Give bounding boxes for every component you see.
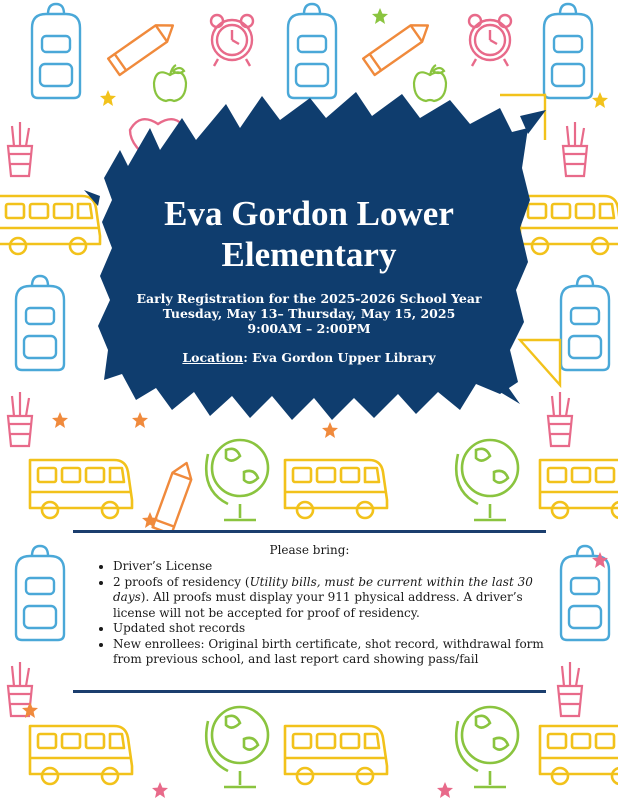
list-item bbox=[113, 621, 553, 637]
list-item-text: Driver’s License bbox=[113, 559, 213, 573]
location-line bbox=[100, 350, 518, 365]
location-label: Location bbox=[182, 350, 244, 365]
registration-details bbox=[100, 291, 518, 365]
list-item-text: Updated shot records bbox=[113, 621, 246, 635]
please-bring-list bbox=[97, 559, 553, 668]
location-value: : Eva Gordon Upper Library bbox=[243, 350, 436, 365]
list-item-italic-note: Utility bills, must be current within the last 30 days bbox=[113, 574, 533, 604]
please-bring-heading: Please bring: bbox=[269, 543, 350, 557]
list-item-text: New enrollees: Original birth certificate, shot record, withdrawal form from previous school, and last report card showing pass/fail bbox=[113, 636, 544, 666]
list-item-suffix: ). All proofs must display your 911 physical address. A driver’s license will not be accepted for proof of residency. bbox=[113, 590, 523, 620]
school-name-title bbox=[100, 193, 518, 275]
list-item bbox=[113, 559, 553, 575]
list-item-prefix: 2 proofs of residency ( bbox=[113, 574, 250, 589]
registration-dates-line: Tuesday, May 13– Thursday, May 15, 2025 bbox=[162, 306, 456, 321]
list-item bbox=[113, 637, 553, 668]
registration-year-line: Early Registration for the 2025-2026 School Year bbox=[136, 291, 482, 306]
title-line-2: Elementary bbox=[221, 235, 397, 274]
list-item bbox=[113, 575, 553, 622]
registration-hours-line: 9:00AM – 2:00PM bbox=[247, 321, 371, 336]
please-bring-panel bbox=[73, 530, 546, 693]
title-line-1: Eva Gordon Lower bbox=[164, 194, 454, 233]
